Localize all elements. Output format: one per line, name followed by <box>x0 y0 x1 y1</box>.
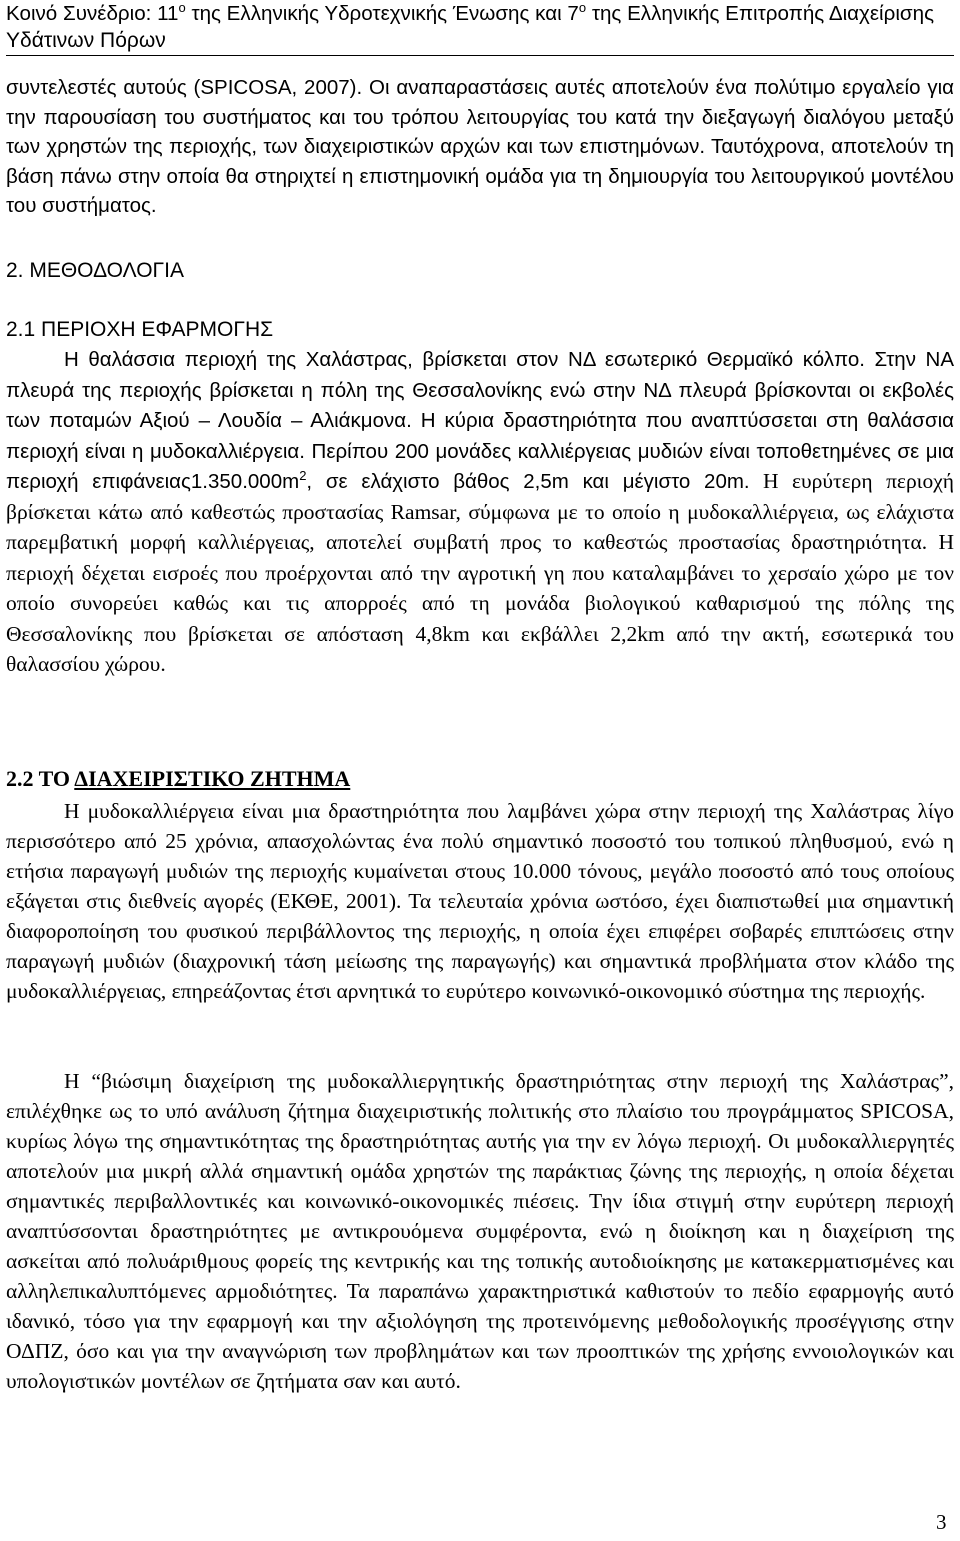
intro-paragraph: συντελεστές αυτούς (SPICOSA, 2007). Οι αναπαραστάσεις αυτές αποτελούν ένα πολύτιμο εργαλείο για την παρουσίαση του συστήματος και του τρόπου λειτουργίας του κατά την διεξαγωγή διαλόγου μεταξύ των χρηστών της περιοχής, των διαχειριστικών αρχών και των επιστημόνων. Ταυτόχρονα, αποτελούν τη βάση πάνω στην οποία θα στηριχτεί η επιστημονική ομάδα για τη δημιουργία του λειτουργικού μοντέλου του συστήματος. <box>6 76 954 217</box>
paragraph-serif-text: Η ευρύτερη περιοχή βρίσκεται κάτω από καθεστώς προστασίας Ramsar, σύμφωνα με το οποίο η μυδοκαλλιέργεια, ως ελάχιστα παρεμβατική μορφή καλλιέργειας, αποτελεί συμβατή προς το καθεστώς προστασίας δραστηριότητα. Η περιοχή δέχεται εισροές που προέρχονται από την αγροτική γη που καταλαμβάνει το χερσαίο χώρο με τον οποίο συνορεύει καθώς και τις απορροές από τη μονάδα βιολογικού καθαρισμού της πόλης της Θεσσαλονίκης που βρίσκεται σε απόσταση 4,8km και εκβάλλει 2,2km από την ακτή, εσωτερικά του θαλασσίου χώρου. <box>6 469 954 676</box>
header-line-2: Υδάτινων Πόρων <box>6 29 166 52</box>
page-number: 3 <box>936 1510 947 1534</box>
header-text: Κοινό Συνέδριο: 11 <box>6 2 179 25</box>
section-2-1-paragraph <box>6 345 954 681</box>
header-superscript: ο <box>578 0 587 16</box>
heading-prefix: 2.2 ΤΟ <box>6 766 75 791</box>
paragraph-sans-text: Η θαλάσσια περιοχή της Χαλάστρας, βρίσκεται στον ΝΔ εσωτερικό Θερμαϊκό κόλπο. Στην ΝΑ πλευρά της περιοχής βρίσκεται η πόλη της Θεσσαλονίκης ενώ στην ΝΔ πλευρά βρίσκονται οι εκβολές των ποταμών Αξιού – Λουδία – Αλιάκμονα. Η κύρια δραστηριότητα που αναπτύσσεται στη θαλάσσια περιοχή είναι η μυδοκαλλιέργεια. Περίπου 200 μονάδες καλλιέργειας μυδιών είναι τοποθετημένες σε μια περιοχή επιφάνειας1.350.000m <box>6 348 954 493</box>
heading-underlined: ΔΙΑΧΕΙΡΙΣΤΙΚΟ ΖΗΤΗΜΑ <box>74 766 351 791</box>
header-text: της Ελληνικής Υδροτεχνικής Ένωσης και 7 <box>185 2 579 25</box>
section-2-2-heading <box>6 765 350 793</box>
header-text: της Ελληνικής Επιτροπής Διαχείρισης <box>586 2 935 25</box>
section-2-2-paragraph-2: Η “βιώσιμη διαχείριση της μυδοκαλλιεργητικής δραστηριότητας στην περιοχή της Χαλάστρας”, επιλέχθηκε ως το υπό ανάλυση ζήτημα διαχειριστικής πολιτικής στο πλαίσιο του προγράμματος SPICOSA, κυρίως λόγω της σημαντικότητας της δραστηριότητας αυτής για την εν λόγω περιοχή. Οι μυδοκαλλιεργητές αποτελούν μια μικρή αλλά σημαντική ομάδα χρηστών της παράκτιας ζώνης της περιοχής, η οποία δέχεται σημαντικές περιβαλλοντικές και κοινωνικό-οικονομικές πιέσεις. Την ίδια στιγμή στην ευρύτερη περιοχή αναπτύσσονται δραστηριότητες με αντικρουόμενα συμφέροντα, ενώ η διοίκηση και η διαχείριση της ασκείται από πολυάριθμους φορείς της κεντρικής και της τοπικής αυτοδιοίκησης με κατακερματισμένες και αλληλεπικαλυπτόμενες αρμοδιότητες. Τα παραπάνω χαρακτηριστικά καθιστούν το πεδίο εφαρμογής αυτό ιδανικό, τόσο για την εφαρμογή και την αξιολόγηση της προτεινόμενης μεθοδολογικής προσέγγισης στην ΟΔΠΖ, όσο και για την αναγνώριση των προβλημάτων και των προοπτικών της χρήσης εννοιολογικών και υπολογιστικών μοντέλων σε ζητήματα σαν και αυτό. <box>6 1069 954 1393</box>
header-divider <box>6 55 954 56</box>
conference-header <box>6 0 954 54</box>
section-2-2-paragraph-1: Η μυδοκαλλιέργεια είναι μια δραστηριότητα που λαμβάνει χώρα στην περιοχή της Χαλάστρας λίγο περισσότερο από 25 χρόνια, απασχολώντας ένα πολύ σημαντικό ποσοστό του τοπικού πληθυσμού, ενώ η ετήσια παραγωγή μυδιών της περιοχής κυμαίνεται στους 10.000 τόνους, μεγάλο ποσοστό από τους οποίους εξάγεται στις διεθνείς αγορές (ΕΚΘΕ, 2001). Τα τελευταία χρόνια ωστόσο, έχει διαπιστωθεί μια σημαντική διαφοροποίηση του φυσικού περιβάλλοντος της περιοχής, η οποία έχει επιφέρει σοβαρές επιπτώσεις στην παραγωγή μυδιών (διαχρονική τάση μείωσης της παραγωγής) και σημαντικά προβλήματα στον κλάδο της μυδοκαλλιέργειας, επηρεάζοντας έτσι αρνητικά το ευρύτερο κοινωνικό-οικονομικό σύστημα της περιοχής. <box>6 799 954 1003</box>
header-superscript: ο <box>178 0 186 16</box>
header-line-1 <box>6 0 954 27</box>
paragraph-sans-text: , σε ελάχιστο βάθος 2,5m και μέγιστο 20m. <box>306 470 750 493</box>
area-unit-superscript: 2 <box>299 468 307 484</box>
section-2-1-heading: 2.1 ΠΕΡΙΟΧΗ ΕΦΑΡΜΟΓΗΣ <box>6 318 274 341</box>
section-2-heading: 2. ΜΕΘΟΔΟΛΟΓΙΑ <box>6 259 184 282</box>
